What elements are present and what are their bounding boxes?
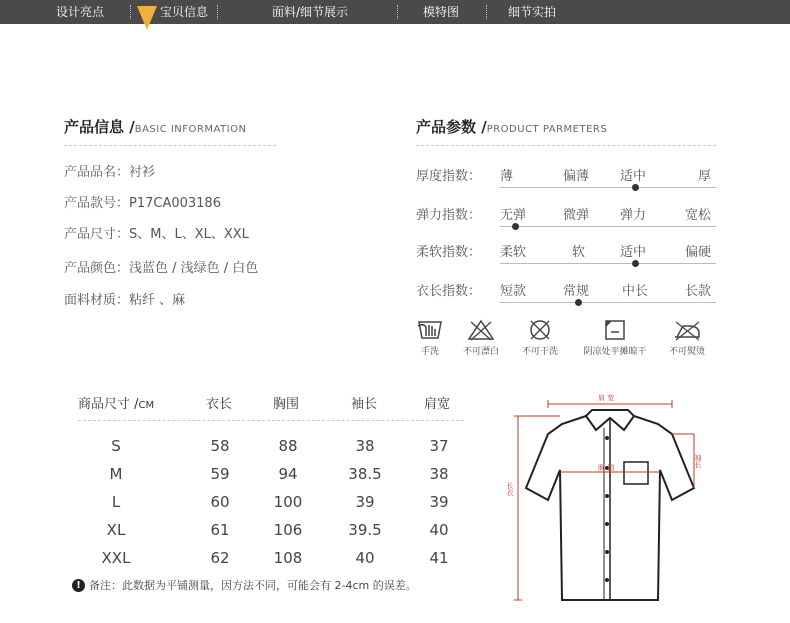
- param-track: [500, 302, 716, 303]
- param-label: 衣长指数：: [416, 284, 482, 299]
- table-cell: 40: [355, 549, 375, 567]
- no-iron-icon: [671, 318, 703, 342]
- care-label: 阴凉处平摊晾干: [583, 347, 647, 357]
- info-product-name: 产品品名：衬衫: [64, 165, 156, 180]
- measurement-note: [72, 577, 417, 593]
- nav-separator: [130, 5, 131, 19]
- chest-label: 胸 围: [598, 464, 615, 472]
- tab-detail-photos[interactable]: 细节实拍: [508, 5, 557, 19]
- table-cell: 38: [429, 465, 449, 483]
- param-option: 无弹: [500, 208, 527, 223]
- table-cell: 94: [278, 465, 298, 483]
- table-cell: 62: [210, 549, 230, 567]
- basic-info-title: [64, 116, 246, 137]
- param-option: 偏硬: [685, 245, 712, 260]
- care-label: 不可漂白: [462, 347, 499, 357]
- hand-wash-icon: [417, 318, 443, 342]
- table-cell: 38.5: [348, 465, 382, 483]
- param-label: 厚度指数：: [416, 169, 482, 184]
- param-option: 宽松: [685, 208, 712, 223]
- table-cell: 40: [429, 521, 449, 539]
- table-cell: 60: [210, 493, 230, 511]
- no-dry-clean-icon: [527, 318, 553, 342]
- params-divider: [416, 145, 716, 146]
- table-cell: 108: [273, 549, 303, 567]
- warning-icon: !: [72, 579, 85, 592]
- no-bleach-icon: [466, 318, 496, 342]
- params-title: [416, 116, 607, 137]
- table-cell: 39: [429, 493, 449, 511]
- table-cell: 58: [210, 437, 230, 455]
- param-option: 常规: [563, 284, 590, 299]
- care-hand-wash: [414, 318, 446, 357]
- table-cell: 39: [355, 493, 375, 511]
- size-cell: XL: [106, 521, 126, 539]
- nav-separator: [486, 5, 487, 19]
- table-cell: 61: [210, 521, 230, 539]
- table-cell: 37: [429, 437, 449, 455]
- tab-product-info[interactable]: 宝贝信息: [160, 5, 209, 19]
- dry-flat-shade-icon: [602, 318, 628, 342]
- table-cell: 88: [278, 437, 298, 455]
- param-option: 薄: [500, 169, 514, 184]
- basic-info-title-text: 产品信息 /: [64, 118, 135, 136]
- param-level-dot: [575, 299, 582, 306]
- param-track: [500, 187, 716, 188]
- tab-design-highlights[interactable]: 设计亮点: [56, 5, 105, 19]
- shirt-measurement-diagram: [500, 388, 715, 613]
- info-product-code: 产品款号：P17CA003186: [64, 196, 221, 211]
- garment-length-label: 长衣: [506, 482, 514, 496]
- param-option: 短款: [500, 284, 527, 299]
- nav-separator: [217, 5, 218, 19]
- param-option: 适中: [620, 169, 647, 184]
- care-label: 不可干洗: [521, 347, 558, 357]
- params-subtitle: PRODUCT PARMETERS: [486, 124, 608, 135]
- measurement-note-text: 备注：此数据为平铺测量，因方法不同，可能会有 2-4cm 的误差。: [89, 579, 417, 592]
- col-header-sleeve: 袖长: [351, 397, 378, 412]
- param-length: [416, 280, 716, 304]
- param-track: [500, 263, 716, 264]
- top-nav: [0, 0, 790, 24]
- size-cell: M: [109, 465, 123, 483]
- col-header-length: 衣长: [206, 397, 233, 412]
- basic-info-subtitle: BASIC INFORMATION: [134, 124, 247, 135]
- param-option: 弹力: [620, 208, 647, 223]
- param-track: [500, 226, 716, 227]
- param-option: 厚: [698, 169, 712, 184]
- info-material: 面料材质：粘纤 、麻: [64, 293, 186, 308]
- param-level-dot: [632, 260, 639, 267]
- nav-separator: [397, 5, 398, 19]
- size-cell: XXL: [101, 549, 131, 567]
- param-option: 长款: [685, 284, 712, 299]
- size-table-title: 商品尺寸 /: [78, 397, 139, 412]
- param-thickness: [416, 165, 716, 189]
- size-table-divider: [78, 420, 464, 421]
- table-cell: 59: [210, 465, 230, 483]
- param-option: 软: [572, 245, 586, 260]
- info-product-sizes: 产品尺寸：S、M、L、XL、XXL: [64, 227, 249, 242]
- param-option: 适中: [620, 245, 647, 260]
- param-level-dot: [512, 223, 519, 230]
- param-label: 弹力指数：: [416, 208, 482, 223]
- info-product-colors: 产品颜色：浅蓝色 / 浅绿色 / 白色: [64, 261, 259, 276]
- size-table-unit: CM: [138, 400, 155, 411]
- size-table-header-label: [78, 393, 154, 412]
- col-header-shoulder: 肩宽: [424, 397, 451, 412]
- param-label: 柔软指数：: [416, 245, 482, 260]
- sleeve-length-label: 袖长: [694, 454, 702, 468]
- col-header-chest: 胸围: [273, 397, 300, 412]
- size-cell: L: [111, 493, 121, 511]
- shoulder-width-label: 肩 宽: [598, 394, 615, 402]
- table-cell: 106: [273, 521, 303, 539]
- care-label: 手洗: [420, 347, 439, 357]
- size-cell: S: [111, 437, 121, 455]
- table-cell: 100: [273, 493, 303, 511]
- param-softness: [416, 241, 716, 265]
- param-elasticity: [416, 204, 716, 228]
- param-option: 微弹: [563, 208, 590, 223]
- param-option: 柔软: [500, 245, 527, 260]
- table-cell: 41: [429, 549, 449, 567]
- param-option: 中长: [622, 284, 649, 299]
- care-no-dry-clean: [517, 318, 563, 357]
- param-level-dot: [632, 184, 639, 191]
- care-no-bleach: [458, 318, 504, 357]
- care-no-iron: [664, 318, 710, 357]
- active-tab-marker: [137, 6, 157, 30]
- basic-info-divider: [64, 145, 276, 146]
- care-dry-flat-shade: [576, 318, 654, 357]
- params-title-text: 产品参数 /: [416, 118, 487, 136]
- tab-model-photos[interactable]: 模特图: [423, 5, 460, 19]
- tab-fabric-details[interactable]: 面料/细节展示: [272, 5, 349, 19]
- param-option: 偏薄: [563, 169, 590, 184]
- table-cell: 38: [355, 437, 375, 455]
- table-cell: 39.5: [348, 521, 382, 539]
- care-label: 不可熨烫: [668, 347, 705, 357]
